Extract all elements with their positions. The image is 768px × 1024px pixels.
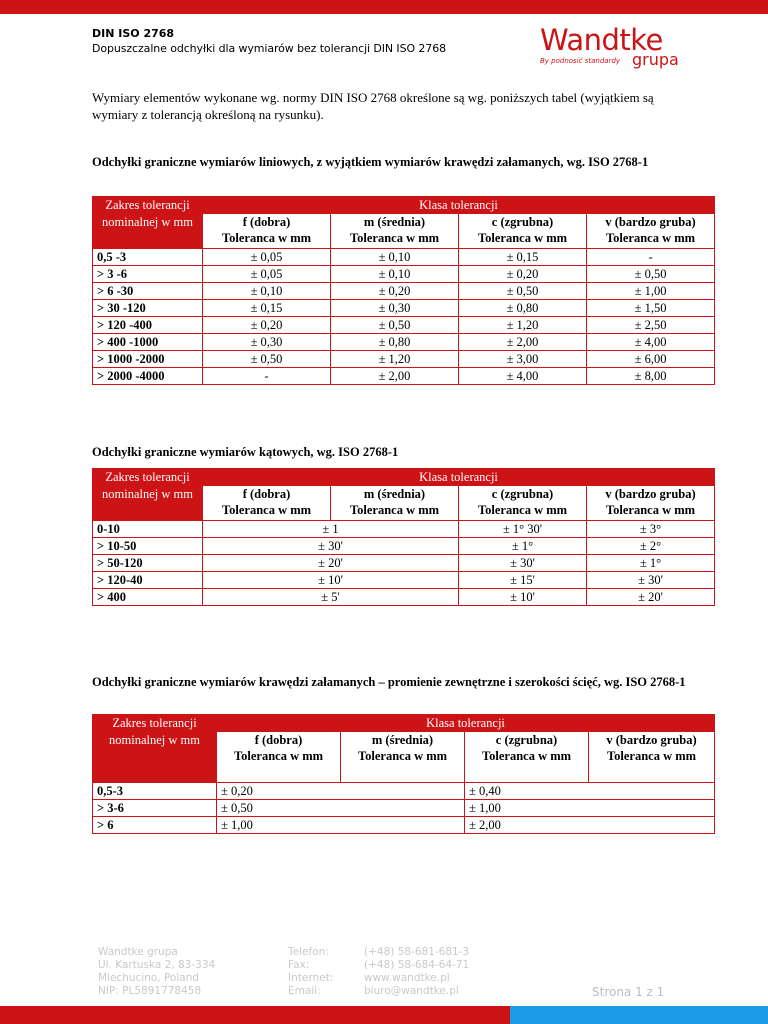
table-linear-tolerances (92, 196, 715, 385)
tolerance-cell: ± 1° (459, 538, 587, 555)
range-cell: > 3 -6 (93, 266, 203, 283)
logo-wordmark: Wandtke (540, 23, 663, 57)
tolerance-cell: ± 1,20 (331, 351, 459, 368)
tolerance-cell: ± 4,00 (459, 368, 587, 385)
document-header (92, 27, 446, 56)
range-cell: 0,5-3 (93, 783, 217, 800)
tolerance-cell: ± 1,00 (465, 800, 715, 817)
tolerance-cell: ± 0,20 (203, 317, 331, 334)
tolerance-cell: ± 0,50 (459, 283, 587, 300)
tolerance-cell: ± 0,50 (203, 351, 331, 368)
table-row (93, 368, 715, 385)
table-row (93, 317, 715, 334)
tolerance-cell: ± 0,15 (459, 249, 587, 266)
class-header: Klasa tolerancji (203, 197, 715, 214)
tolerance-cell: ± 2,00 (465, 817, 715, 834)
tolerance-cell: ± 1,00 (217, 817, 465, 834)
range-cell: > 1000 -2000 (93, 351, 203, 368)
tolerance-cell: ± 0,40 (465, 783, 715, 800)
tolerance-cell: ± 0,10 (331, 249, 459, 266)
tolerance-cell: ± 2,00 (459, 334, 587, 351)
footer-fax: (+48) 58-684-64-71 (364, 959, 470, 971)
tolerance-cell: ± 1,00 (587, 283, 715, 300)
column-header-v: v (bardzo gruba) Toleranca w mm (587, 214, 715, 249)
top-accent-bar (0, 0, 768, 14)
tolerance-cell: ± 1,20 (459, 317, 587, 334)
table-row (93, 538, 715, 555)
range-cell: > 10-50 (93, 538, 203, 555)
tolerance-cell: ± 3,00 (459, 351, 587, 368)
range-header: Zakres tolerancji nominalnej w mm (93, 469, 203, 521)
column-header-c: c (zgrubna) Toleranca w mm (465, 732, 589, 783)
tolerance-cell: - (587, 249, 715, 266)
tolerance-cell: ± 0,20 (459, 266, 587, 283)
footer-label-email: Email: (288, 985, 321, 997)
tolerance-cell: ± 10' (203, 572, 459, 589)
footer-label-phone: Telefon: (288, 946, 329, 958)
table-row (93, 300, 715, 317)
footer-labels (288, 946, 333, 998)
intro-paragraph: Wymiary elementów wykonane wg. normy DIN ISO 2768 określone są wg. poniższych tabel (wyjątkiem są wymiary z tolerancją określoną na rysunku). (92, 90, 654, 122)
table-row (93, 521, 715, 538)
page-number: Strona 1 z 1 (592, 985, 665, 999)
table-row (93, 334, 715, 351)
tolerance-cell: ± 1° 30' (459, 521, 587, 538)
section-edges-title: Odchyłki graniczne wymiarów krawędzi załamanych – promienie zewnętrzne i szerokości ścięć, wg. ISO 2768-1 (92, 675, 686, 689)
range-cell: > 2000 -4000 (93, 368, 203, 385)
section-angular-title: Odchyłki graniczne wymiarów kątowych, wg. ISO 2768-1 (92, 445, 399, 459)
table-row (93, 249, 715, 266)
footer-label-internet: Internet: (288, 972, 334, 984)
footer-phone: (+48) 58-681-681-3 (364, 946, 470, 958)
bottom-accent-bar-blue (510, 1006, 768, 1024)
column-header-m: m (średnia) Toleranca w mm (331, 214, 459, 249)
table-row (93, 572, 715, 589)
table-row (93, 800, 715, 817)
tolerance-cell: ± 5' (203, 589, 459, 606)
tolerance-cell: ± 6,00 (587, 351, 715, 368)
tolerance-cell: ± 0,20 (217, 783, 465, 800)
range-cell: > 400 -1000 (93, 334, 203, 351)
footer-values (364, 946, 469, 998)
column-header-v: v (bardzo gruba) Toleranca w mm (589, 732, 715, 783)
tolerance-cell: - (203, 368, 331, 385)
column-header-f: f (dobra) Toleranca w mm (203, 214, 331, 249)
column-header-f: f (dobra) Toleranca w mm (217, 732, 341, 783)
bottom-accent-bar-red (0, 1006, 510, 1024)
range-cell: 0-10 (93, 521, 203, 538)
range-cell: > 6 (93, 817, 217, 834)
column-header-v: v (bardzo gruba) Toleranca w mm (587, 486, 715, 521)
tolerance-cell: ± 2,00 (331, 368, 459, 385)
tolerance-cell: ± 8,00 (587, 368, 715, 385)
footer-nip: NIP: PL5891778458 (98, 985, 202, 997)
table-row (93, 351, 715, 368)
tolerance-cell: ± 20' (203, 555, 459, 572)
tolerance-cell: ± 0,10 (203, 283, 331, 300)
footer-city: Miechucino, Poland (98, 972, 200, 984)
table-edge-tolerances (92, 714, 715, 834)
tolerance-cell: ± 3° (587, 521, 715, 538)
tolerance-cell: ± 0,80 (459, 300, 587, 317)
tolerance-cell: ± 4,00 (587, 334, 715, 351)
tolerance-cell: ± 0,30 (331, 300, 459, 317)
logo-suffix: grupa (632, 50, 679, 69)
tolerance-cell: ± 0,05 (203, 249, 331, 266)
tolerance-cell: ± 1,50 (587, 300, 715, 317)
column-header-f: f (dobra) Toleranca w mm (203, 486, 331, 521)
footer-website-link[interactable]: www.wandtke.pl (364, 972, 450, 984)
logo-tagline: By podnosić standardy (540, 57, 621, 65)
tolerance-cell: ± 0,50 (587, 266, 715, 283)
footer-email-link[interactable]: biuro@wandtke.pl (364, 985, 459, 997)
tolerance-cell: ± 2° (587, 538, 715, 555)
tolerance-cell: ± 0,50 (331, 317, 459, 334)
wandtke-logo (540, 23, 690, 69)
range-cell: > 3-6 (93, 800, 217, 817)
section-linear-title: Odchyłki graniczne wymiarów liniowych, z wyjątkiem wymiarów krawędzi załamanych, wg. ISO 2768-1 (92, 155, 649, 169)
range-cell: > 6 -30 (93, 283, 203, 300)
column-header-c: c (zgrubna) Toleranca w mm (459, 214, 587, 249)
column-header-m: m (średnia) Toleranca w mm (331, 486, 459, 521)
column-header-c: c (zgrubna) Toleranca w mm (459, 486, 587, 521)
footer-company (98, 946, 215, 998)
tolerance-cell: ± 1° (587, 555, 715, 572)
footer-company-name: Wandtke grupa (98, 946, 178, 958)
class-header: Klasa tolerancji (217, 715, 715, 732)
footer-address: Ul. Kartuska 2, 83-334 (98, 959, 216, 971)
table-row (93, 283, 715, 300)
tolerance-cell: ± 0,80 (331, 334, 459, 351)
tolerance-cell: ± 0,20 (331, 283, 459, 300)
document-title: DIN ISO 2768 (92, 27, 175, 40)
tolerance-cell: ± 20' (587, 589, 715, 606)
range-cell: > 120-40 (93, 572, 203, 589)
table-row (93, 555, 715, 572)
tolerance-cell: ± 0,50 (217, 800, 465, 817)
range-cell: > 30 -120 (93, 300, 203, 317)
table-row (93, 817, 715, 834)
tolerance-cell: ± 30' (459, 555, 587, 572)
range-header: Zakres tolerancji nominalnej w mm (93, 715, 217, 783)
table-row (93, 783, 715, 800)
table-row (93, 589, 715, 606)
tolerance-cell: ± 0,15 (203, 300, 331, 317)
class-header: Klasa tolerancji (203, 469, 715, 486)
range-cell: > 120 -400 (93, 317, 203, 334)
range-cell: 0,5 -3 (93, 249, 203, 266)
tolerance-cell: ± 30' (203, 538, 459, 555)
document-subtitle: Dopuszczalne odchyłki dla wymiarów bez tolerancji DIN ISO 2768 (92, 42, 446, 55)
tolerance-cell: ± 0,10 (331, 266, 459, 283)
tolerance-cell: ± 2,50 (587, 317, 715, 334)
tolerance-cell: ± 10' (459, 589, 587, 606)
tolerance-cell: ± 30' (587, 572, 715, 589)
tolerance-cell: ± 15' (459, 572, 587, 589)
column-header-m: m (średnia) Toleranca w mm (341, 732, 465, 783)
range-cell: > 400 (93, 589, 203, 606)
tolerance-cell: ± 0,30 (203, 334, 331, 351)
table-angular-tolerances (92, 468, 715, 606)
range-cell: > 50-120 (93, 555, 203, 572)
range-header: Zakres tolerancji nominalnej w mm (93, 197, 203, 249)
tolerance-cell: ± 1 (203, 521, 459, 538)
tolerance-cell: ± 0,05 (203, 266, 331, 283)
table-row (93, 266, 715, 283)
footer-label-fax: Fax: (288, 959, 310, 971)
